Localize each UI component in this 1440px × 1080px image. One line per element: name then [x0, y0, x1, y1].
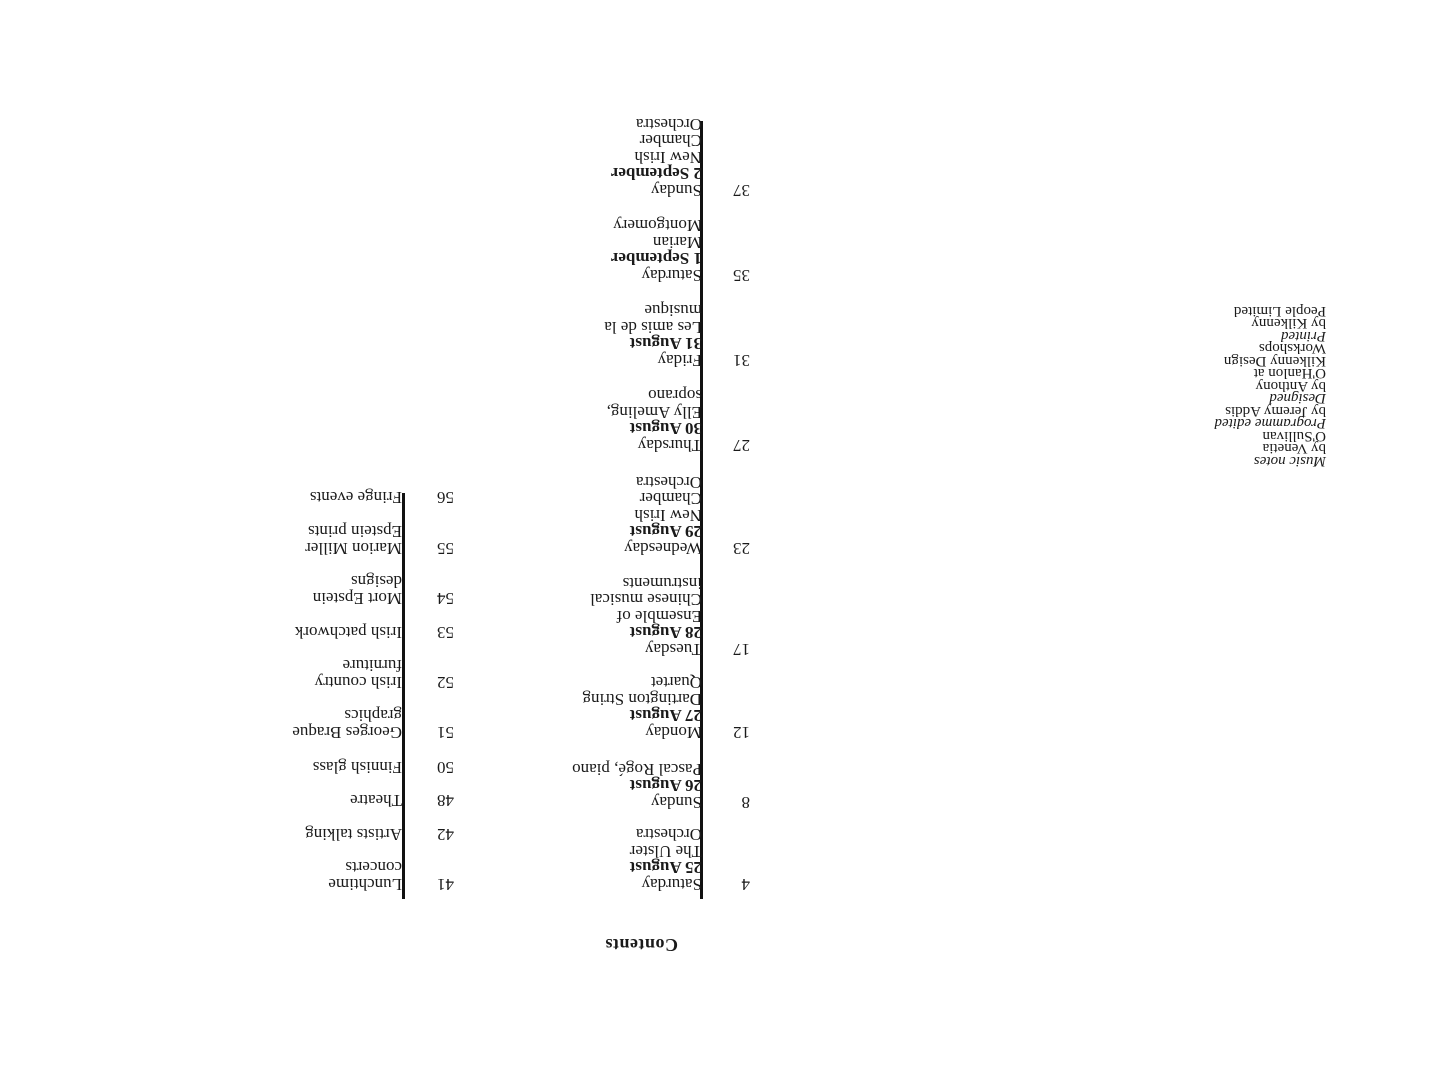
concert-details	[583, 674, 702, 740]
credit-line: O'Hanlon at	[1253, 365, 1326, 382]
concert-performer: Orchestra	[635, 473, 702, 492]
event-title: graphics	[344, 706, 402, 726]
event-page-number: 48	[437, 791, 454, 810]
concert-date: 27 August	[629, 706, 702, 726]
concert-day: Saturday	[641, 266, 702, 285]
concert-details	[590, 575, 702, 658]
event-page-number: 51	[437, 723, 454, 742]
concert-date: 26 August	[629, 776, 702, 796]
concert-performer: Pascal Rogé, piano	[572, 760, 702, 779]
concert-page-number: 23	[733, 539, 750, 558]
concert-page-number: 37	[733, 181, 750, 200]
event-page-number: 41	[437, 875, 454, 894]
event-details	[305, 826, 402, 843]
event-title: Marion Miller	[305, 539, 402, 558]
concert-page-number: 4	[741, 875, 750, 894]
concert-details	[604, 302, 702, 368]
concert-performer: Marian	[652, 233, 702, 252]
credit-line: O'Sullivan	[1262, 428, 1326, 444]
concert-performer: Chinese musical	[590, 590, 702, 610]
event-page-number: 53	[437, 623, 454, 642]
event-title: concerts	[345, 858, 402, 878]
concert-details	[607, 387, 702, 453]
event-title: Epstein prints	[308, 522, 402, 542]
concert-performer: New Irish	[634, 506, 702, 525]
concert-day: Monday	[645, 723, 702, 742]
concert-details	[572, 761, 702, 811]
concert-page-number: 35	[733, 266, 750, 285]
event-title: Artists talking	[305, 825, 402, 844]
events-divider-rule	[402, 493, 405, 899]
event-title: Georges Braque	[292, 723, 402, 742]
credit-line: Workshops	[1258, 340, 1326, 357]
concert-performer: New Irish	[634, 148, 702, 167]
credit-heading: Programme edited	[1214, 415, 1326, 432]
concert-performer: The Ulster	[629, 842, 702, 861]
concert-day: Wednesday	[624, 539, 702, 558]
event-title: Mort Epstein	[312, 589, 402, 608]
concert-date: 1 September	[610, 249, 702, 269]
concert-date: 30 August	[629, 419, 702, 439]
event-details	[292, 707, 402, 740]
event-title: Fringe events	[309, 488, 402, 507]
concert-date: 29 August	[629, 522, 702, 542]
event-title: Irish country	[314, 673, 402, 692]
event-details	[313, 759, 402, 776]
credit-line: by Kilkenny	[1251, 315, 1326, 332]
concert-day: Sunday	[651, 793, 702, 812]
event-title: Theatre	[350, 791, 402, 810]
event-page-number: 56	[437, 488, 454, 507]
concert-date: 2 September	[610, 164, 702, 184]
event-details	[295, 624, 402, 641]
concert-performer: Chamber	[639, 131, 702, 151]
concert-date: 28 August	[629, 623, 702, 643]
production-credits	[1214, 305, 1326, 468]
event-title: furniture	[342, 656, 402, 676]
concert-page-number: 12	[733, 723, 750, 742]
concert-date: 31 August	[629, 334, 702, 354]
credit-line: People Limited	[1233, 303, 1326, 319]
credit-heading: Designed	[1269, 390, 1326, 407]
event-title: Lunchtime	[328, 875, 402, 894]
credit-line: by Jeremy Addis	[1225, 403, 1326, 419]
event-page-number: 55	[437, 539, 454, 558]
concert-day: Saturday	[641, 875, 702, 894]
concert-page-number: 8	[741, 793, 750, 812]
concert-day: Thursday	[637, 436, 702, 455]
credit-heading: Printed	[1281, 328, 1326, 344]
concert-performer: Elly Ameling,	[606, 403, 702, 422]
concert-date: 25 August	[629, 858, 702, 878]
concert-day: Friday	[657, 351, 702, 370]
event-details	[313, 573, 402, 606]
concert-performer: Orchestra	[635, 115, 702, 134]
concert-performer: Dartington String	[582, 690, 702, 709]
page-title: Contents	[604, 935, 678, 955]
event-details	[305, 523, 402, 556]
event-title: designs	[351, 572, 402, 592]
event-details	[350, 792, 402, 809]
concert-details	[611, 116, 702, 199]
concert-performer: Chamber	[639, 489, 702, 509]
credit-line: Kilkenny Design	[1223, 353, 1326, 369]
concert-page-number: 27	[733, 436, 750, 455]
concert-performer: Les amis de la	[604, 318, 702, 337]
concert-page-number: 17	[733, 640, 750, 659]
concert-performer: Orchestra	[635, 825, 702, 845]
event-page-number: 52	[437, 673, 454, 692]
credit-line: by Anthony	[1255, 378, 1326, 394]
event-details	[310, 489, 402, 506]
concert-day: Sunday	[651, 181, 702, 200]
concert-details	[624, 474, 702, 557]
event-page-number: 50	[437, 758, 454, 777]
concert-performer: instruments	[622, 574, 702, 593]
credit-heading: Music notes	[1253, 453, 1326, 469]
concert-day: Tuesday	[645, 640, 702, 659]
concert-performer: musique	[644, 301, 702, 321]
event-title: Irish patchwork	[294, 623, 402, 642]
event-details	[315, 657, 402, 690]
concert-performer: Montgomery	[613, 216, 702, 236]
concert-details	[630, 826, 702, 892]
concert-performer: Ensemble of	[616, 607, 702, 626]
concert-performer: Quartet	[651, 673, 702, 693]
concert-performer: soprano	[648, 386, 702, 406]
event-details	[328, 859, 402, 892]
event-page-number: 42	[437, 825, 454, 844]
concert-page-number: 31	[733, 351, 750, 370]
event-page-number: 54	[437, 589, 454, 608]
concert-details	[611, 217, 702, 283]
event-title: Finnish glass	[312, 758, 402, 777]
credit-line: by Venetia	[1262, 440, 1326, 457]
